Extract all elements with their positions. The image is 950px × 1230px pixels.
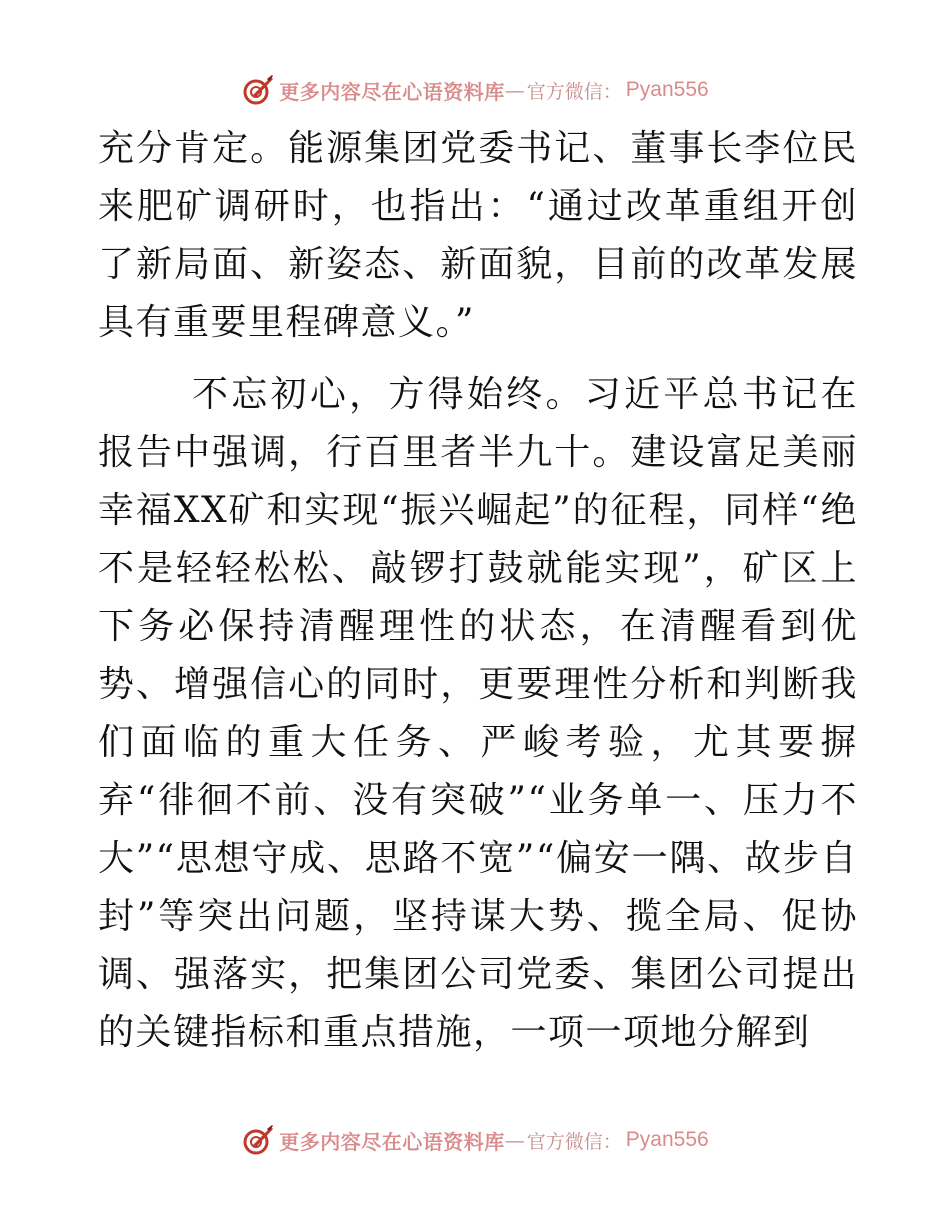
- watermark-account: Pyan556: [625, 1128, 709, 1151]
- footer-watermark-banner: [0, 1120, 950, 1160]
- header-watermark-banner: [0, 70, 950, 110]
- watermark-site-text: 更多内容尽在心语资料库: [279, 1129, 505, 1154]
- watermark-wechat-label: 官方微信：: [526, 80, 622, 103]
- watermark-dash: —: [504, 1128, 525, 1152]
- paragraph-2: 不忘初心，方得始终。习近平总书记在报告中强调，行百里者半九十。建设富足美丽幸福XX矿和实现“振兴崛起”的征程，同样“绝不是轻轻松松、敲锣打鼓就能实现”，矿区上下务必保持清醒理性的状态，在清醒看到优势、增强信心的同时，更要理性分析和判断我们面临的重大任务、严峻考验，尤其要摒弃“徘徊不前、没有突破”“业务单一、压力不大”“思想守成、思路不宽”“偏安一隅、故步自封”等突出问题，坚持谋大势、揽全局、促协调、强落实，把集团公司党委、集团公司提出的关键指标和重点措施，一项一项地分解到: [98, 374, 858, 1053]
- watermark-site-text: 更多内容尽在心语资料库: [279, 79, 505, 104]
- document-body: [98, 120, 858, 1062]
- watermark-dash: —: [504, 78, 525, 102]
- quill-pen-logo-icon: [241, 1123, 275, 1157]
- watermark-account: Pyan556: [625, 78, 709, 101]
- quill-pen-logo-icon: [241, 73, 275, 107]
- paragraph-1: 充分肯定。能源集团党委书记、董事长李位民来肥矿调研时，也指出：“通过改革重组开创了新局面、新姿态、新面貌，目前的改革发展具有重要里程碑意义。”: [98, 128, 858, 343]
- watermark-wechat-label: 官方微信：: [526, 1130, 622, 1153]
